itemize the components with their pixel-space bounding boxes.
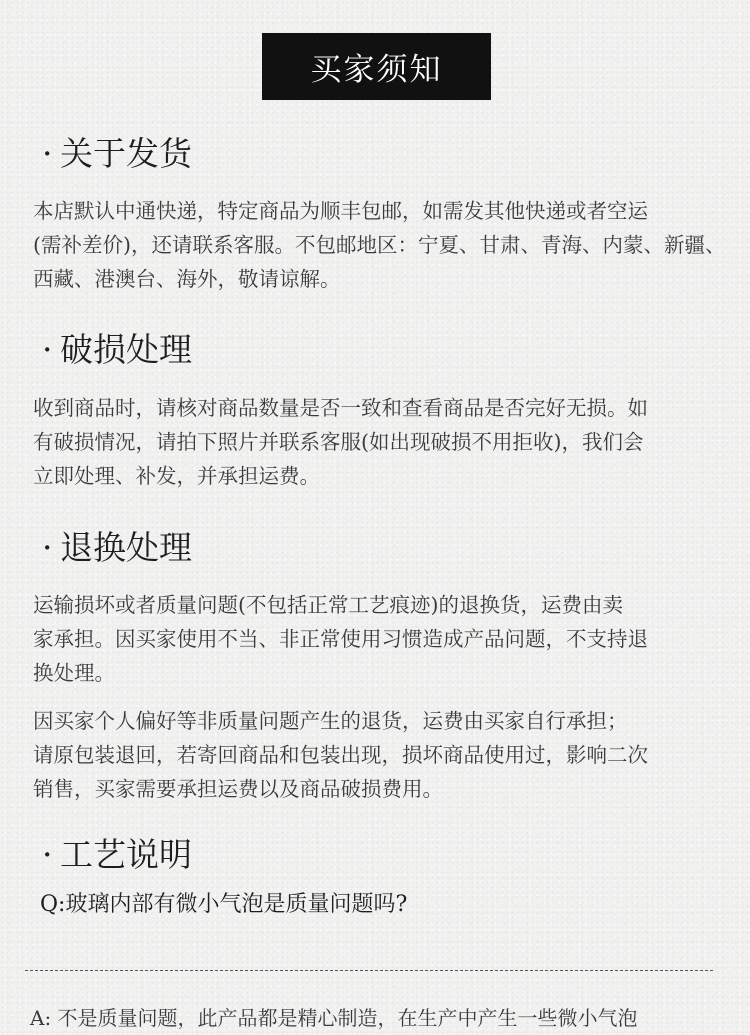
paragraph-line: 请原包装退回，若寄回商品和包装出现，损坏商品使用过，影响二次 — [33, 743, 648, 767]
section-heading-label: 工艺说明 — [60, 835, 192, 874]
bullet-dot: · — [42, 330, 53, 369]
paragraph-line: 本店默认中通快递，特定商品为顺丰包邮，如需发其他快递或者空运 — [33, 199, 648, 223]
section-heading-label: 关于发货 — [60, 134, 192, 173]
section-heading-label: 破损处理 — [60, 330, 192, 369]
section-heading-damage — [42, 330, 192, 370]
paragraph-line: 有破损情况，请拍下照片并联系客服(如出现破损不用拒收)，我们会 — [33, 430, 644, 454]
paragraph-line: 西藏、港澳台、海外，敬请谅解。 — [33, 267, 341, 291]
shipping-paragraph — [33, 194, 733, 296]
returns-paragraph-2 — [33, 704, 733, 806]
bullet-dot: · — [42, 835, 53, 874]
section-heading-craft — [42, 835, 192, 875]
section-heading-returns — [42, 528, 192, 568]
section-heading-shipping — [42, 134, 192, 174]
paragraph-line: 立即处理、补发，并承担运费。 — [33, 464, 320, 488]
dashed-divider — [25, 970, 713, 971]
faq-answer-cut-off: A: 不是质量问题，此产品都是精心制造，在生产中产生一些微小气泡 — [30, 1006, 638, 1030]
damage-paragraph — [33, 391, 733, 493]
bullet-dot: · — [42, 134, 53, 173]
paragraph-line: 运输损坏或者质量问题(不包括正常工艺痕迹)的退换货，运费由卖 — [33, 593, 623, 617]
page-title: 买家须知 — [310, 52, 443, 88]
page-title-banner — [262, 33, 491, 100]
bullet-dot: · — [42, 528, 53, 567]
returns-paragraph-1 — [33, 588, 733, 690]
paragraph-line: 换处理。 — [33, 661, 115, 685]
faq-question: Q:玻璃内部有微小气泡是质量问题吗? — [40, 892, 408, 917]
paragraph-line: 因买家个人偏好等非质量问题产生的退货，运费由买家自行承担； — [33, 709, 628, 733]
paragraph-line: 收到商品时，请核对商品数量是否一致和查看商品是否完好无损。如 — [33, 396, 648, 420]
paragraph-line: (需补差价)，还请联系客服。不包邮地区：宁夏、甘肃、青海、内蒙、新疆、 — [33, 233, 726, 257]
paragraph-line: 销售，买家需要承担运费以及商品破损费用。 — [33, 777, 443, 801]
section-heading-label: 退换处理 — [60, 528, 192, 567]
paragraph-line: 家承担。因买家使用不当、非正常使用习惯造成产品问题，不支持退 — [33, 627, 648, 651]
